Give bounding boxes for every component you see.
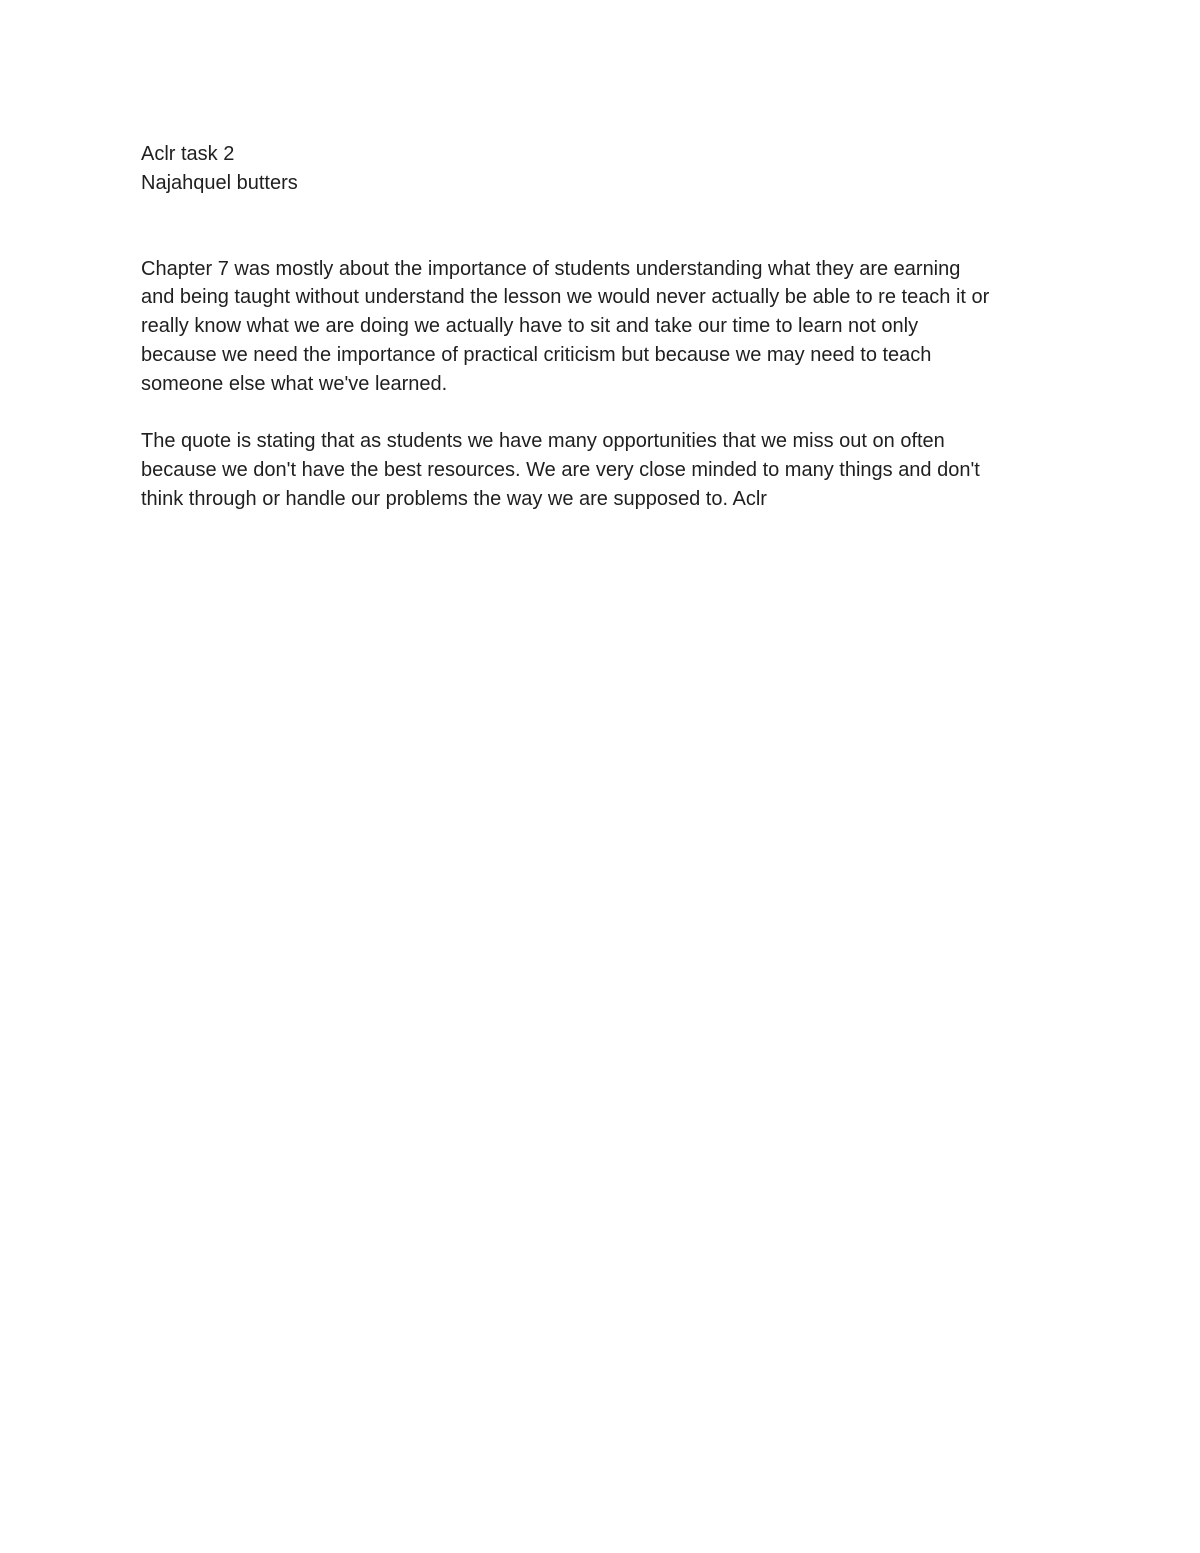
- header-spacer: [141, 198, 1071, 255]
- paragraph-2-line-3: think through or handle our problems the way we are supposed to. Aclr: [141, 487, 767, 510]
- document-body: [141, 140, 1071, 514]
- paragraph-2-line-2: because we don't have the best resources. We are very close minded to many things and don't: [141, 459, 980, 482]
- paragraph-1-line-2: and being taught without understand the lesson we would never actually be able to re teach it or: [141, 286, 990, 309]
- paragraph-2-line-1: The quote is stating that as students we have many opportunities that we miss out on often: [141, 430, 945, 453]
- paragraph-1-line-1: Chapter 7 was mostly about the importance of students understanding what they are earning: [141, 257, 961, 280]
- paragraph-1-line-3: really know what we are doing we actually have to sit and take our time to learn not only: [141, 315, 919, 338]
- document-title: Aclr task 2: [141, 143, 235, 165]
- document-author: Najahquel butters: [141, 171, 298, 194]
- paragraph-2: [141, 427, 1071, 513]
- paragraph-spacer: [141, 399, 1071, 428]
- document-header: [141, 140, 1071, 198]
- paragraph-1: [141, 255, 1071, 399]
- paragraph-1-line-4: because we need the importance of practical criticism but because we may need to teach: [141, 343, 932, 366]
- paragraph-1-line-5: someone else what we've learned.: [141, 372, 448, 395]
